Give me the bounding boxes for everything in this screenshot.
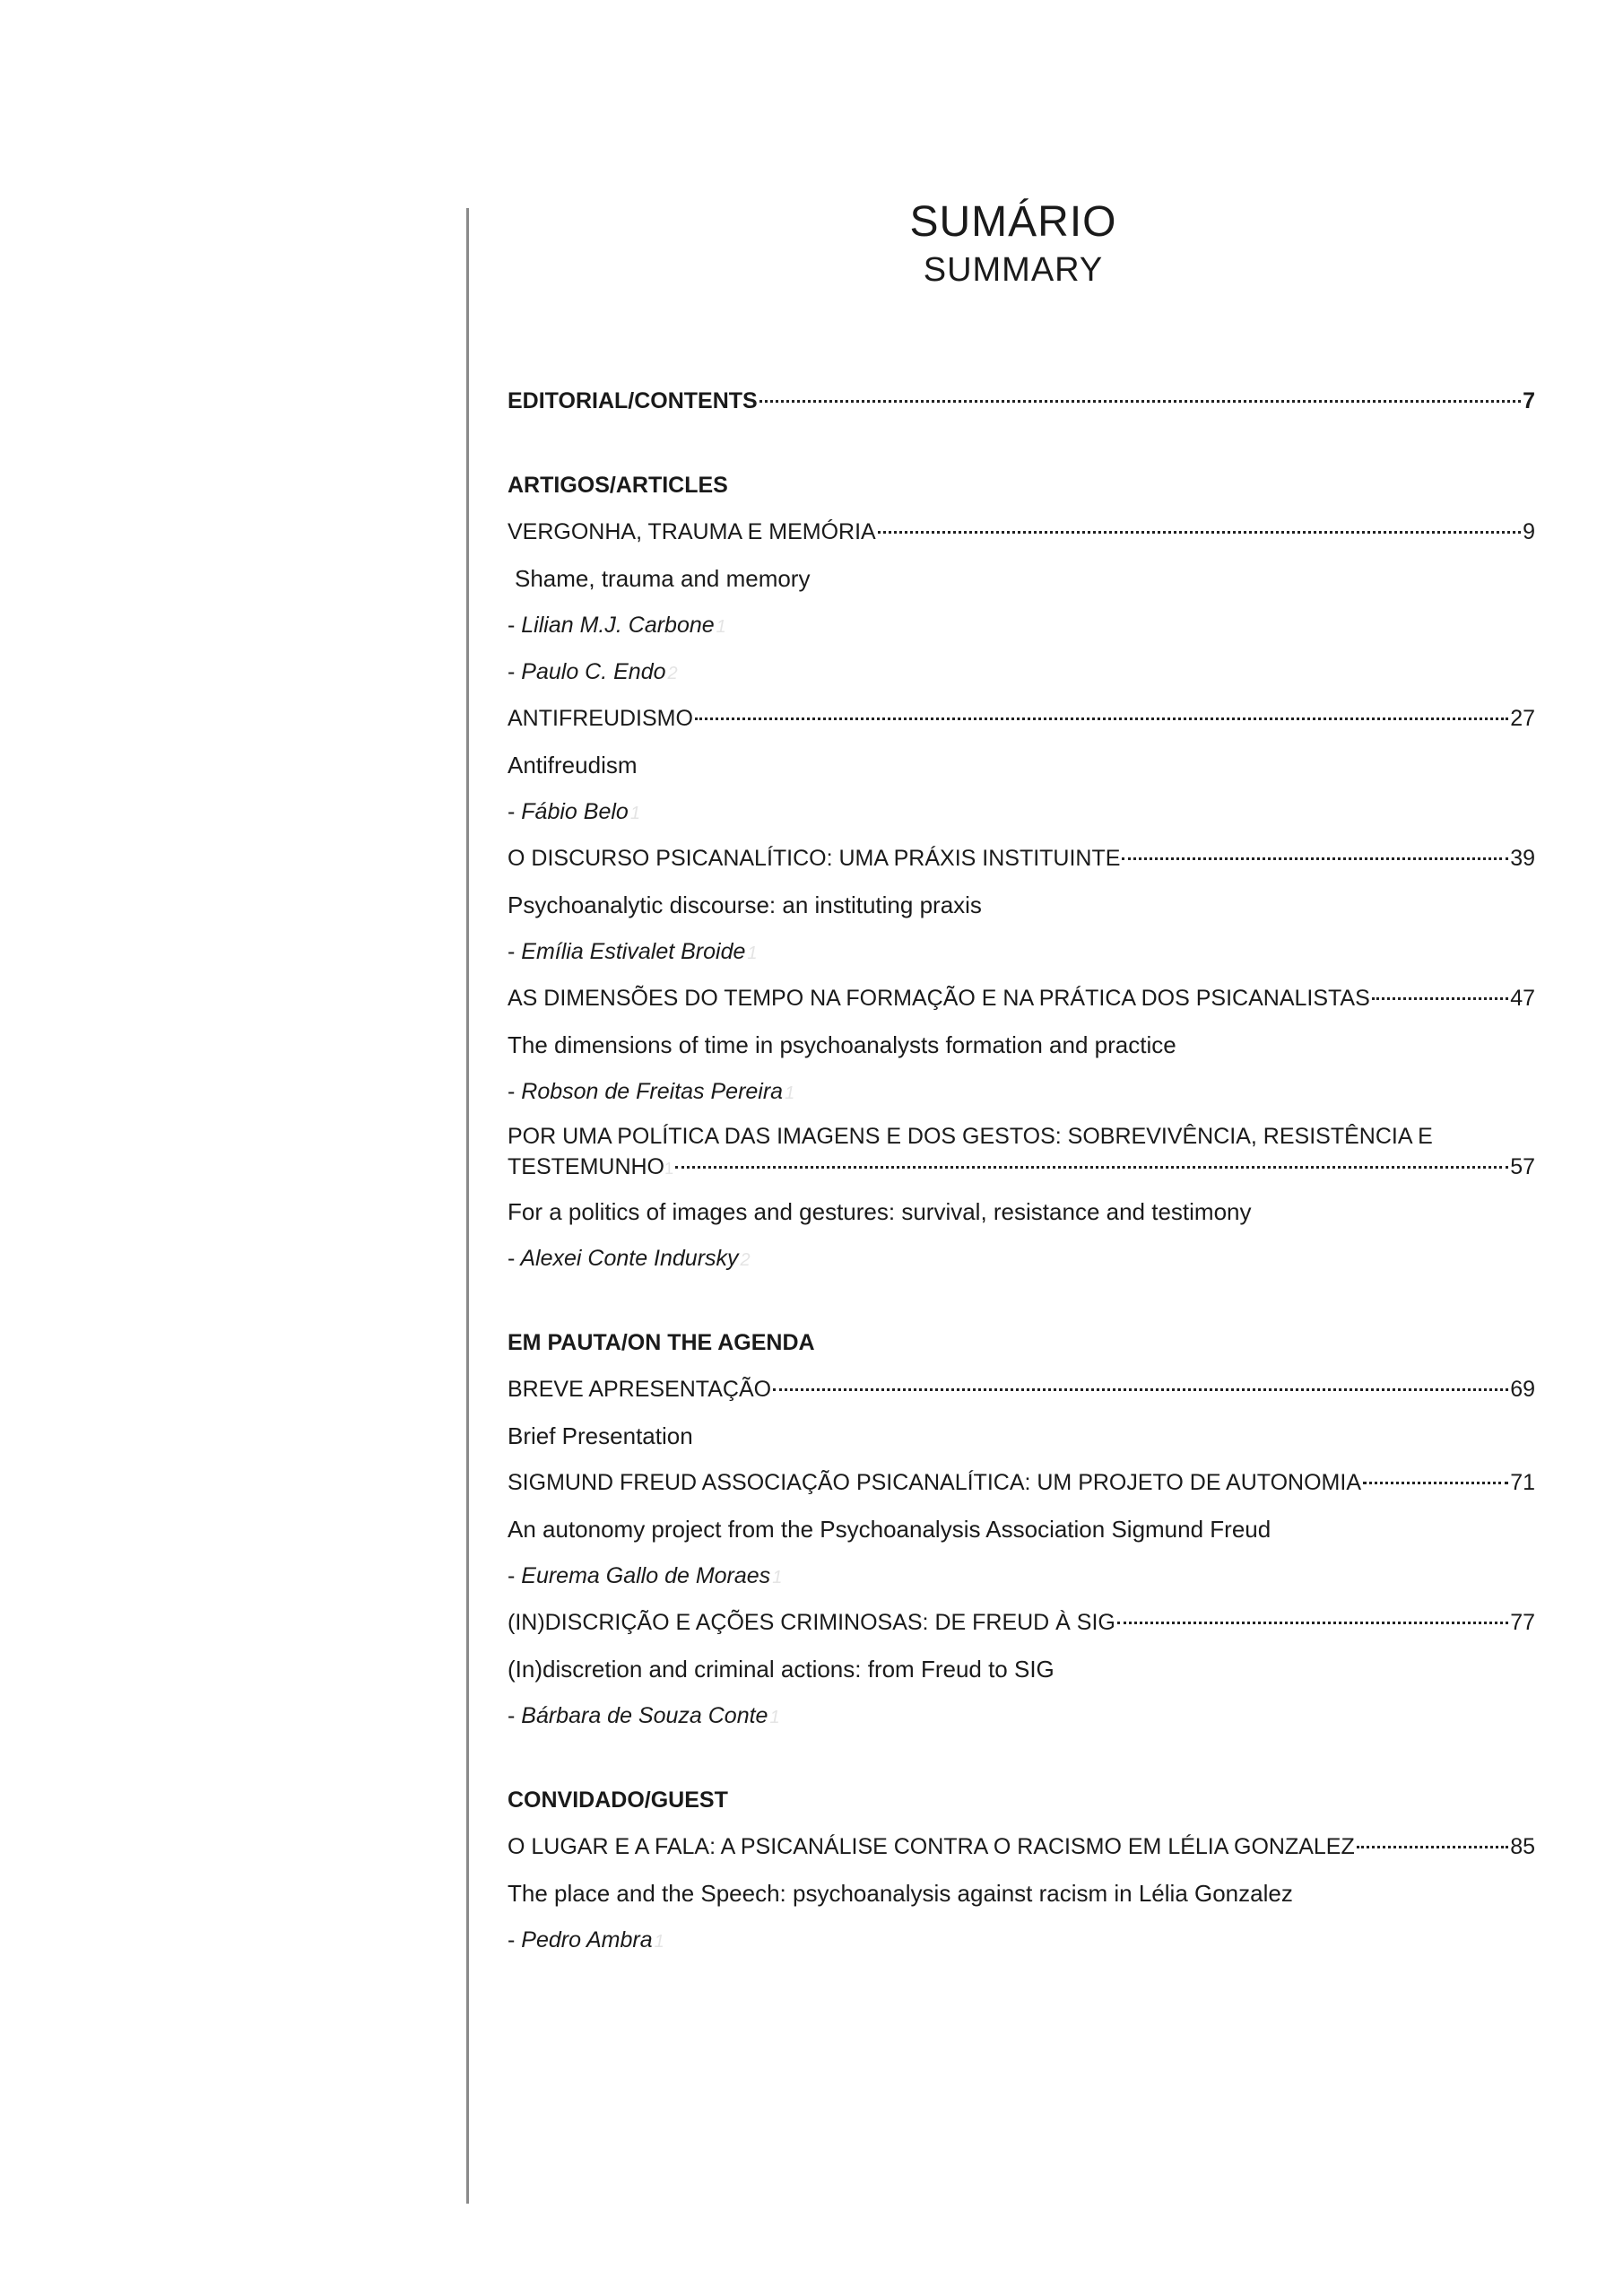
toc-page-number: 85 (1510, 1834, 1535, 1859)
author-name: Eurema Gallo de Moraes (521, 1563, 771, 1588)
toc-page-number: 39 (1510, 846, 1535, 871)
toc-entry-title: (IN)DISCRIÇÃO E AÇÕES CRIMINOSAS: DE FREUD À SIG (508, 1610, 1115, 1635)
author-dash: - (508, 1079, 516, 1104)
leader-dots (773, 1388, 1508, 1391)
toc-author (508, 1699, 1535, 1733)
footnote-marker: 1 (772, 1568, 783, 1587)
toc-author (508, 1923, 1535, 1957)
toc-translation: Shame, trauma and memory (515, 565, 811, 592)
section-heading-articles: ARTIGOS/ARTICLES (508, 473, 728, 498)
toc-author (508, 1241, 1535, 1275)
author-name: Lilian M.J. Carbone (521, 613, 715, 638)
toc-entry-title: POR UMA POLÍTICA DAS IMAGENS E DOS GESTOS: SOBREVIVÊNCIA, RESISTÊNCIA E (508, 1124, 1433, 1149)
toc-page-number: 69 (1510, 1377, 1535, 1402)
footnote-marker: 1 (654, 1932, 664, 1952)
toc-author (508, 608, 1535, 642)
author-dash: - (508, 939, 516, 964)
toc-page-number: 77 (1510, 1610, 1535, 1635)
leader-dots (1117, 1622, 1508, 1624)
toc-entry[interactable] (508, 701, 1535, 735)
author-name: Fábio Belo (521, 799, 629, 824)
toc-entry[interactable] (508, 1372, 1535, 1406)
toc-translation: An autonomy project from the Psychoanalysis Association Sigmund Freud (508, 1516, 1271, 1543)
author-dash: - (508, 613, 516, 638)
author-dash: - (508, 1563, 516, 1588)
footnote-marker: 2 (740, 1250, 751, 1270)
toc-entry-editorial[interactable] (508, 384, 1535, 418)
toc-entry-title: O DISCURSO PSICANALÍTICO: UMA PRÁXIS INSTITUINTE (508, 846, 1121, 871)
footnote-marker: 1 (664, 1160, 674, 1178)
toc-author (508, 655, 1535, 689)
toc-entry-title: SIGMUND FREUD ASSOCIAÇÃO PSICANALÍTICA: UM PROJETO DE AUTONOMIA (508, 1470, 1362, 1495)
leader-dots (1372, 997, 1508, 1000)
toc-translation: The place and the Speech: psychoanalysis against racism in Lélia Gonzalez (508, 1880, 1293, 1907)
author-dash: - (508, 1246, 516, 1271)
toc-entry-title: BREVE APRESENTAÇÃO (508, 1377, 772, 1402)
toc-entry[interactable] (508, 515, 1535, 549)
footnote-marker: 1 (785, 1083, 795, 1103)
leader-dots (1357, 1846, 1508, 1848)
author-name: Pedro Ambra (521, 1927, 653, 1952)
toc-author (508, 935, 1535, 969)
leader-dots (878, 531, 1521, 534)
leader-dots (1363, 1482, 1508, 1484)
toc-entry[interactable] (508, 841, 1535, 875)
author-name: Robson de Freitas Pereira (521, 1079, 784, 1104)
toc-entry[interactable] (508, 1121, 1535, 1182)
footnote-marker: 1 (629, 804, 640, 823)
toc-entry-title: ANTIFREUDISMO (508, 706, 693, 731)
leader-dots (759, 400, 1521, 403)
toc-translation: Psychoanalytic discourse: an instituting praxis (508, 891, 982, 918)
footnote-marker: 2 (667, 664, 678, 683)
footnote-marker: 1 (747, 944, 758, 963)
toc-entry[interactable] (508, 1465, 1535, 1500)
toc-page-number: 27 (1510, 706, 1535, 731)
toc-page-number: 71 (1510, 1470, 1535, 1495)
section-heading-guest: CONVIDADO/GUEST (508, 1787, 728, 1813)
author-dash: - (508, 1927, 516, 1952)
leader-dots (675, 1166, 1508, 1169)
toc-entry[interactable] (508, 1830, 1535, 1864)
toc-page-number: 9 (1523, 519, 1535, 544)
toc-author (508, 1074, 1535, 1109)
toc-page-number: 7 (1523, 388, 1535, 413)
toc-entry-title: VERGONHA, TRAUMA E MEMÓRIA (508, 519, 876, 544)
toc-entry-title: TESTEMUNHO (508, 1154, 664, 1179)
section-heading-agenda: EM PAUTA/ON THE AGENDA (508, 1330, 815, 1355)
toc-translation: For a politics of images and gestures: survival, resistance and testimony (508, 1198, 1252, 1225)
toc-entry[interactable] (508, 1605, 1535, 1639)
leader-dots (1122, 857, 1508, 860)
toc-page-number: 47 (1510, 986, 1535, 1011)
toc-translation: (In)discretion and criminal actions: from Freud to SIG (508, 1656, 1055, 1683)
toc-entry[interactable] (508, 981, 1535, 1015)
leader-dots (695, 718, 1508, 720)
toc-author (508, 795, 1535, 829)
author-dash: - (508, 1703, 516, 1728)
toc-entry-title-continued (508, 1152, 1535, 1182)
toc-entry-title: O LUGAR E A FALA: A PSICANÁLISE CONTRA O RACISMO EM LÉLIA GONZALEZ (508, 1834, 1355, 1859)
footnote-marker: 1 (769, 1708, 780, 1727)
toc-translation: The dimensions of time in psychoanalysts formation and practice (508, 1031, 1176, 1058)
toc-page-number: 57 (1510, 1154, 1535, 1179)
author-name: Bárbara de Souza Conte (521, 1703, 768, 1728)
author-dash: - (508, 659, 516, 684)
toc-translation: Brief Presentation (508, 1422, 693, 1449)
page-subtitle: SUMMARY (923, 251, 1104, 289)
margin-rule (466, 208, 469, 2204)
page-title: SUMÁRIO (909, 198, 1117, 246)
author-dash: - (508, 799, 516, 824)
table-of-contents (508, 384, 1535, 1970)
toc-entry-title: EDITORIAL/CONTENTS (508, 388, 758, 413)
author-name: Alexei Conte Indursky (520, 1246, 739, 1271)
author-name: Paulo C. Endo (521, 659, 666, 684)
toc-entry-title: AS DIMENSÕES DO TEMPO NA FORMAÇÃO E NA PRÁTICA DOS PSICANALISTAS (508, 986, 1370, 1011)
author-name: Emília Estivalet Broide (521, 939, 746, 964)
footnote-marker: 1 (716, 617, 726, 637)
toc-translation: Antifreudism (508, 752, 638, 778)
toc-author (508, 1559, 1535, 1593)
